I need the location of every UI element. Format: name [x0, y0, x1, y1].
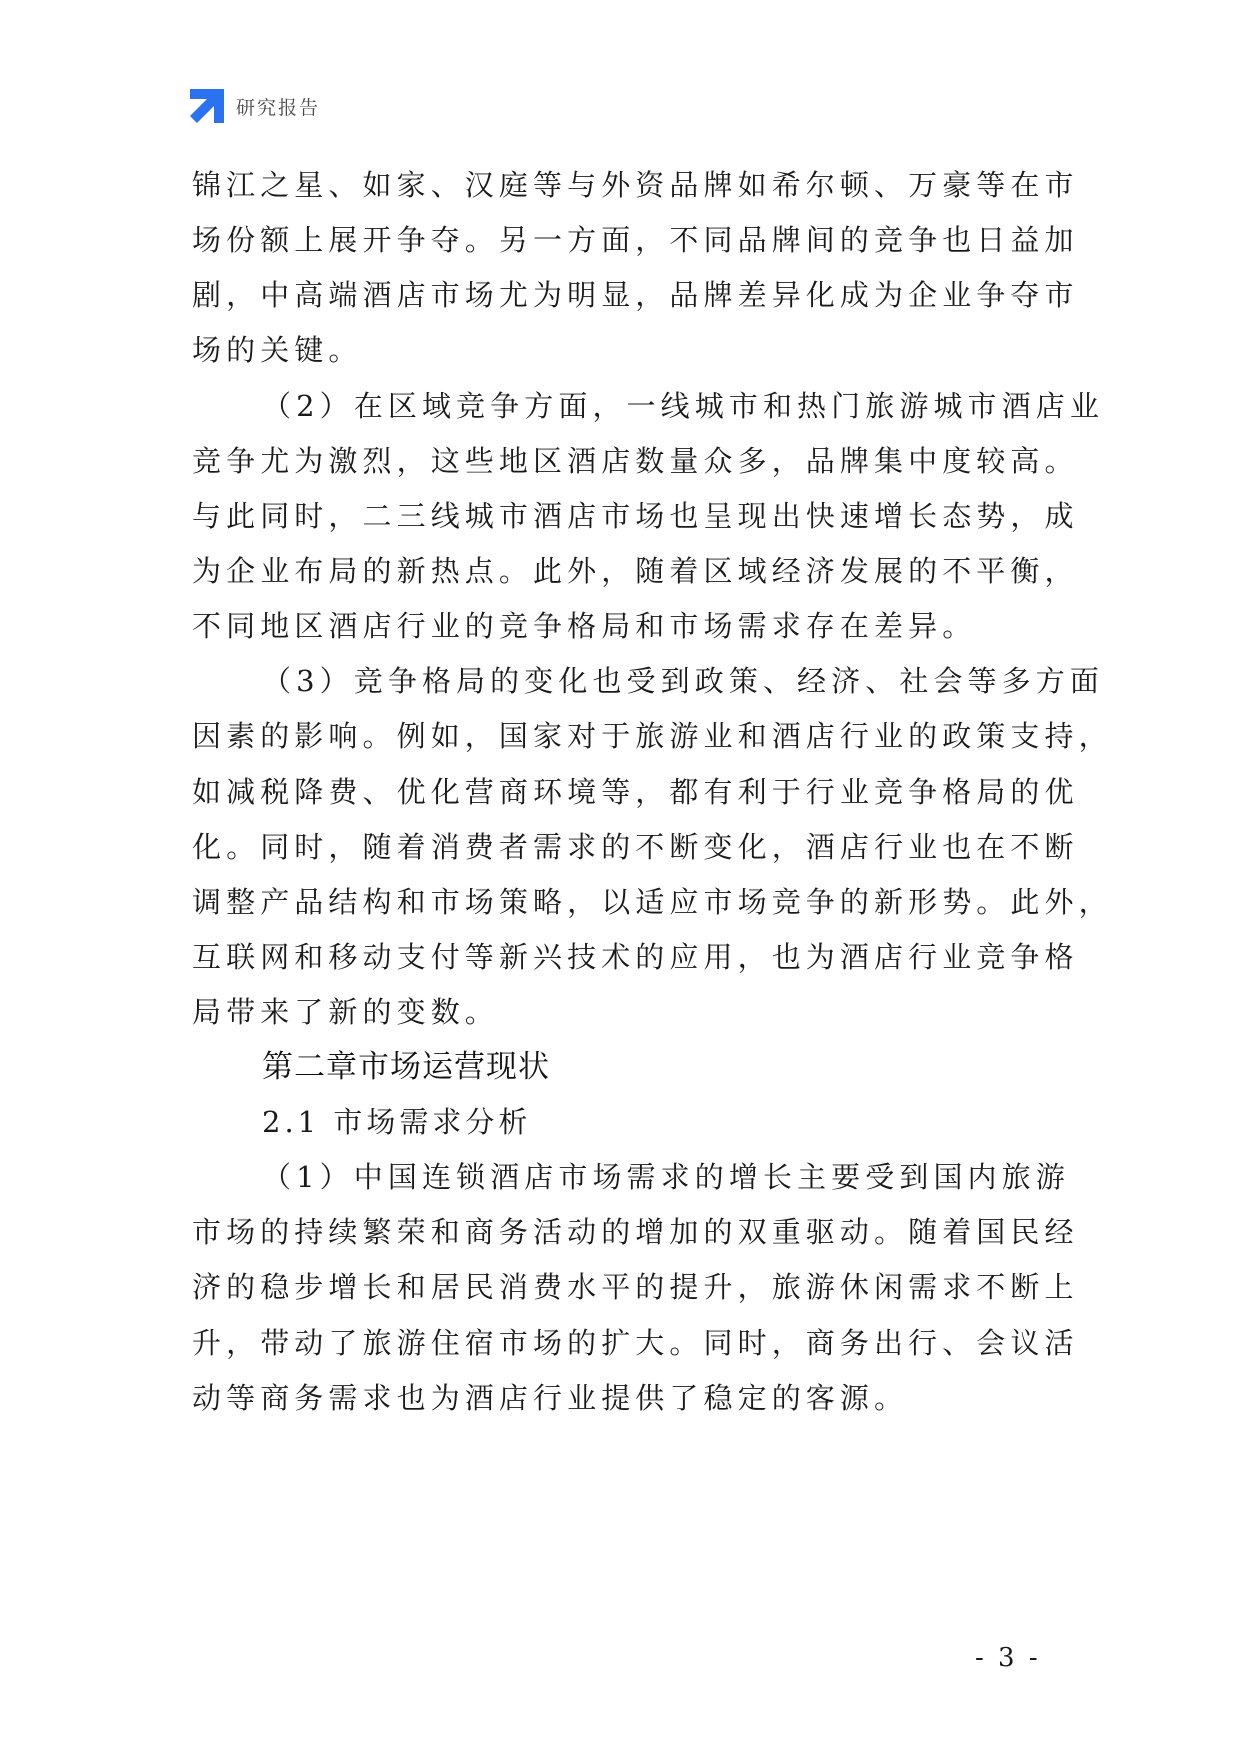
paragraph-4-line-2: 市场的持续繁荣和商务活动的增加的双重驱动。随着国民经	[192, 1215, 1079, 1249]
header-title: 研究报告	[236, 96, 321, 119]
paragraph-3-line-2: 因素的影响。例如，国家对于旅游业和酒店行业的政策支持，	[192, 719, 1113, 753]
paragraph-3-line-6: 互联网和移动支付等新兴技术的应用，也为酒店行业竞争格	[192, 940, 1079, 974]
paragraph-3-line-1: （3）竞争格局的变化也受到政策、经济、社会等多方面	[262, 664, 1104, 698]
page-header	[190, 88, 320, 124]
paragraph-3-line-3: 如减税降费、优化营商环境等，都有利于行业竞争格局的优	[192, 775, 1079, 809]
paragraph-3-line-4: 化。同时，随着消费者需求的不断变化，酒店行业也在不断	[192, 830, 1079, 864]
paragraph-4-line-4: 升，带动了旅游住宿市场的扩大。同时，商务出行、会议活	[192, 1326, 1079, 1360]
arrow-up-right-icon	[190, 89, 224, 123]
paragraph-1-line-1: 锦江之星、如家、汉庭等与外资品牌如希尔顿、万豪等在市	[192, 168, 1079, 202]
paragraph-3-line-5: 调整产品结构和市场策略，以适应市场竞争的新形势。此外，	[192, 885, 1113, 919]
paragraph-2-line-2: 竞争尤为激烈，这些地区酒店数量众多，品牌集中度较高。	[192, 444, 1079, 478]
section-heading: 2.1 市场需求分析	[262, 1105, 532, 1139]
page-number: - 3 -	[975, 1643, 1041, 1673]
chapter-heading: 第二章市场运营现状	[262, 1049, 550, 1085]
paragraph-1-line-3: 剧，中高端酒店市场尤为明显，品牌差异化成为企业争夺市	[192, 278, 1079, 312]
paragraph-2-line-4: 为企业布局的新热点。此外，随着区域经济发展的不平衡，	[192, 554, 1079, 588]
paragraph-4-line-5: 动等商务需求也为酒店行业提供了稳定的客源。	[192, 1381, 909, 1415]
paragraph-2-line-3: 与此同时，二三线城市酒店市场也呈现出快速增长态势，成	[192, 499, 1079, 533]
paragraph-1-line-2: 场份额上展开争夺。另一方面，不同品牌间的竞争也日益加	[192, 223, 1079, 257]
paragraph-3-line-7: 局带来了新的变数。	[192, 995, 499, 1029]
paragraph-2-line-5: 不同地区酒店行业的竞争格局和市场需求存在差异。	[192, 609, 977, 643]
paragraph-2-line-1: （2）在区域竞争方面，一线城市和热门旅游城市酒店业	[262, 389, 1104, 423]
paragraph-1-line-4: 场的关键。	[192, 333, 363, 367]
paragraph-4-line-1: （1）中国连锁酒店市场需求的增长主要受到国内旅游	[262, 1160, 1070, 1194]
paragraph-4-line-3: 济的稳步增长和居民消费水平的提升，旅游休闲需求不断上	[192, 1270, 1079, 1304]
